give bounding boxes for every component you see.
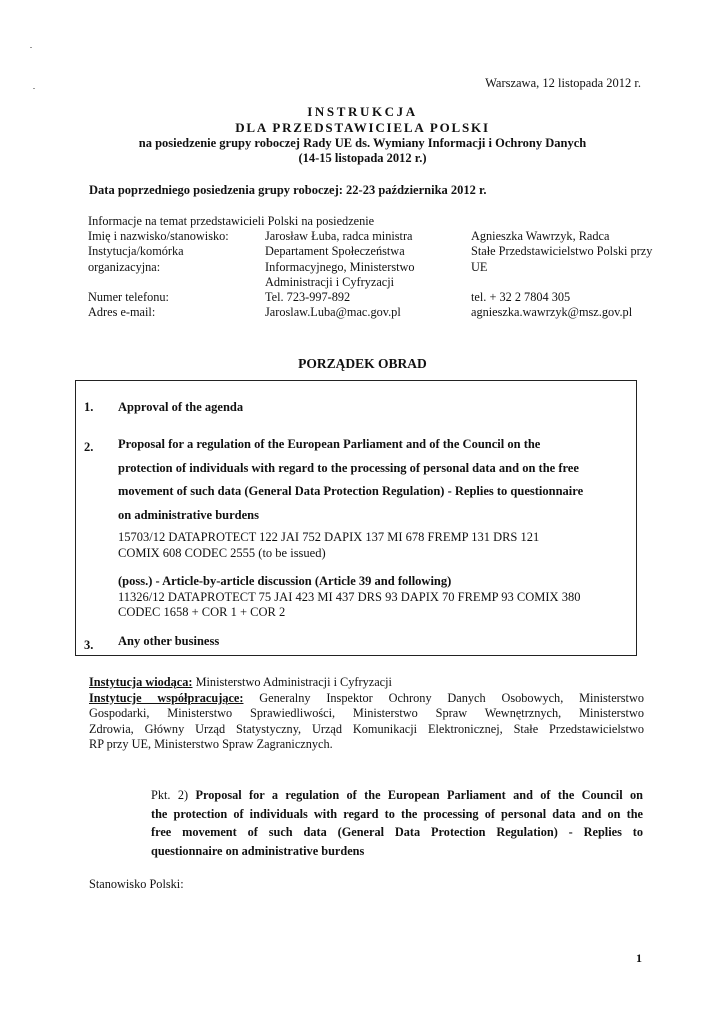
- label-name: Imię i nazwisko/stanowisko:: [88, 229, 229, 243]
- polish-position-label: Stanowisko Polski:: [89, 877, 184, 891]
- previous-meeting-date: Data poprzedniego posiedzenia grupy roboczej: 22-23 października 2012 r.: [89, 183, 487, 197]
- lead-institution-line: [89, 675, 644, 691]
- point-2-heading: [151, 786, 643, 860]
- rep1-name: Jarosław Łuba, radca ministra: [265, 229, 413, 243]
- label-institution: Instytucja/komórka: [88, 244, 184, 259]
- agenda-item: [118, 433, 583, 527]
- lead-institution-label: Instytucja wiodąca:: [89, 675, 193, 689]
- document-reference: COMIX 608 CODEC 2555 (to be issued): [118, 545, 326, 560]
- agenda-item-text: movement of such data (General Data Protection Regulation) - Replies to questionnaire: [118, 484, 584, 498]
- agenda-item-number: 3.: [84, 638, 94, 652]
- rep1-institution: Informacyjnego, Ministerstwo: [265, 259, 415, 274]
- rep1-institution: Administracji i Cyfryzacji: [265, 274, 395, 289]
- point-line: questionnaire on administrative burdens: [151, 843, 365, 858]
- rep2-name: Agnieszka Wawrzyk, Radca: [471, 229, 610, 243]
- agenda-item: [118, 396, 243, 420]
- point-text: Proposal for a regulation of the European Parliament and of the Council on: [188, 788, 643, 802]
- agenda-item-text: on administrative burdens: [118, 507, 259, 522]
- rep2-institution: UE: [471, 259, 488, 274]
- label-institution-cont: organizacyjna:: [88, 259, 161, 274]
- point-line: free movement of such data (General Data Protection Regulation) - Replies to: [151, 825, 643, 839]
- rep1-phone: Tel. 723-997-892: [265, 290, 351, 305]
- representatives-intro: Informacje na temat przedstawicieli Polski na posiedzenie: [88, 214, 375, 228]
- agenda-item: [118, 630, 219, 654]
- agenda-item-text: protection of individuals with regard to the processing of personal data and on the free: [118, 460, 579, 475]
- document-reference: 11326/12 DATAPROTECT 75 JAI 423 MI 437 DRS 93 DAPIX 70 FREMP 93 COMIX 380: [118, 589, 581, 604]
- agenda-document-refs: [118, 530, 539, 561]
- title-for-representative: DLA PRZEDSTAWICIELA POLSKI: [235, 120, 490, 135]
- representative-1: [265, 229, 415, 321]
- coop-institutions-line: [89, 691, 644, 707]
- agenda-item-number: 2.: [84, 440, 94, 454]
- representatives-labels: [88, 229, 229, 321]
- institutions-section: [89, 675, 644, 753]
- place-date: Warszawa, 12 listopada 2012 r.: [485, 76, 641, 90]
- rep2-email: agnieszka.wawrzyk@msz.gov.pl: [471, 305, 633, 320]
- lead-institution-value: Ministerstwo Administracji i Cyfryzacji: [192, 675, 392, 689]
- agenda-item-text: Approval of the agenda: [118, 400, 244, 414]
- representative-2: [471, 229, 652, 321]
- label-email: Adres e-mail:: [88, 305, 156, 320]
- agenda-item-text: Proposal for a regulation of the European Parliament and of the Council on the: [118, 437, 541, 451]
- page-number: 1: [636, 951, 642, 965]
- rep2-institution: Stałe Przedstawicielstwo Polski przy: [471, 244, 653, 259]
- point-prefix: Pkt. 2): [151, 788, 189, 802]
- document-title: [0, 104, 725, 166]
- title-meeting: na posiedzenie grupy roboczej Rady UE ds. Wymiany Informacji i Ochrony Danych: [138, 136, 587, 150]
- rep2-phone: tel. + 32 2 7804 305: [471, 290, 571, 305]
- coop-institutions-line: RP przy UE, Ministerstwo Spraw Zagranicznych.: [89, 737, 333, 751]
- title-instruction: INSTRUKCJA: [307, 104, 418, 119]
- document-reference: CODEC 1658 + COR 1 + COR 2: [118, 605, 286, 619]
- coop-institutions-label: Instytucje współpracujące:: [89, 690, 244, 705]
- agenda-subitem: [118, 574, 580, 621]
- rep1-email: Jaroslaw.Luba@mac.gov.pl: [265, 305, 401, 320]
- agenda-heading: PORZĄDEK OBRAD: [298, 356, 427, 371]
- document-reference: 15703/12 DATAPROTECT 122 JAI 752 DAPIX 137 MI 678 FREMP 131 DRS 121: [118, 530, 540, 544]
- agenda-item-number: 1.: [84, 400, 94, 414]
- coop-institutions-line: Gospodarki, Ministerstwo Sprawiedliwości, Ministerstwo Spraw Wewnętrznych, Ministerstwo: [89, 706, 644, 720]
- agenda-subitem-heading: (poss.) - Article-by-article discussion (Article 39 and following): [118, 574, 452, 588]
- point-line: [151, 786, 643, 805]
- coop-institutions-line: Zdrowia, Główny Urząd Statystyczny, Urząd Komunikacji Elektronicznej, Stałe Przedstawicielstwo: [89, 721, 644, 736]
- agenda-item-text: Any other business: [118, 634, 220, 648]
- point-line: the protection of individuals with regard to the processing of personal data and on the: [151, 806, 643, 821]
- scan-speck: [30, 47, 32, 48]
- label-phone: Numer telefonu:: [88, 290, 169, 305]
- title-dates: (14-15 listopada 2012 r.): [298, 151, 427, 165]
- coop-institutions-value: Generalny Inspektor Ochrony Danych Osobowych, Ministerstwo: [243, 690, 644, 705]
- rep1-institution: Departament Społeczeństwa: [265, 244, 405, 259]
